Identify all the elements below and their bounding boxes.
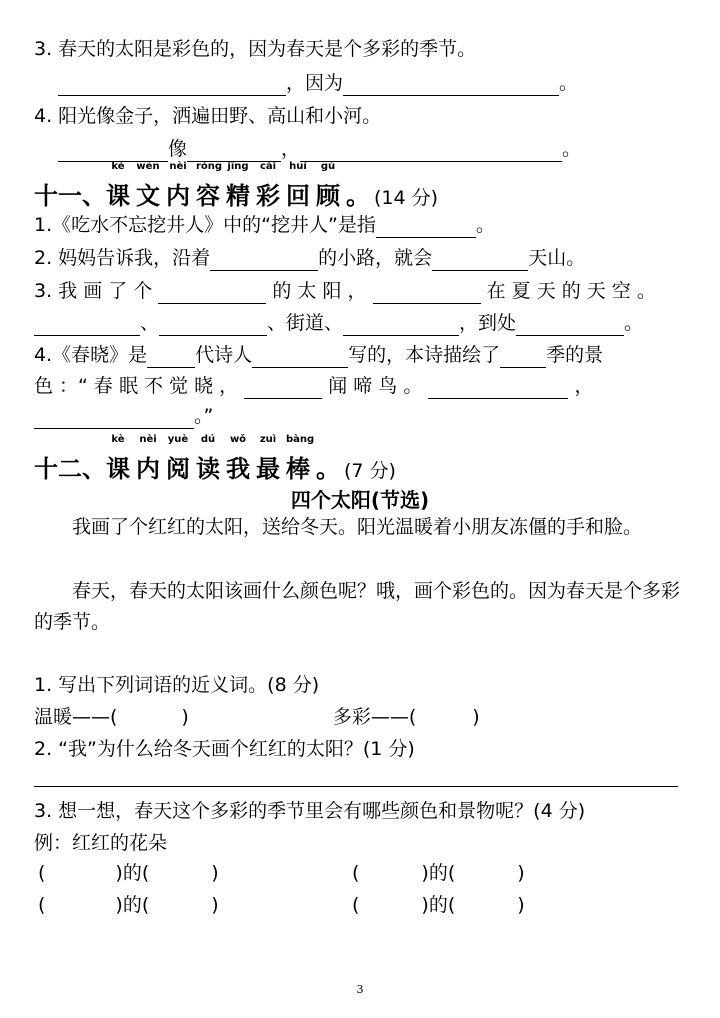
s11-q3-blank-5[interactable] xyxy=(343,315,459,336)
s11-q2-c: 天山。 xyxy=(528,247,586,269)
section-12-number: 十二、 xyxy=(34,455,106,483)
s11-q3-blank-6[interactable] xyxy=(516,315,624,336)
ruby-char: yuè 阅 xyxy=(166,434,190,483)
passage-paragraph-1: 我画了个红红的太阳，送给冬天。阳光温暖着小朋友冻僵的手和脸。 xyxy=(72,516,643,538)
s11-q4-blank-1[interactable] xyxy=(147,347,195,368)
s11-q4-blank-3[interactable] xyxy=(500,347,546,368)
synonym-close-2: ) xyxy=(472,706,480,728)
q3-sun-mid: ，因为 xyxy=(286,72,344,94)
s11-q4-line-3 xyxy=(34,403,213,429)
section-11-number: 十一、 xyxy=(34,182,106,210)
s11-q3-line-2 xyxy=(34,310,643,336)
pair-row-2: ( )的( ) xyxy=(38,894,219,916)
q4-sun-text: 4. 阳光像金子，洒遍田野、高山和小河。 xyxy=(34,105,382,127)
ruby-char: nèi 内 xyxy=(136,434,160,483)
s11-q3-blank-1[interactable] xyxy=(158,283,266,304)
ruby-char: kè 课 xyxy=(106,434,130,483)
ruby-char: gù 顾 xyxy=(316,161,340,210)
s11-q2-blank-1[interactable] xyxy=(210,250,318,271)
reading-q3-text: 3. 想一想，春天这个多彩的季节里会有哪些颜色和景物呢？(4 分) xyxy=(34,800,586,822)
s11-q2-a: 2. 妈妈告诉我，沿着 xyxy=(34,247,211,269)
s11-q3-blank-3[interactable] xyxy=(34,315,140,336)
passage-title: 四个太阳(节选) xyxy=(290,488,430,512)
s11-q4-line-2 xyxy=(34,373,593,399)
s11-q1-end: 。 xyxy=(475,214,495,236)
s11-q4-d: 季的景 xyxy=(546,344,604,366)
reading-q3-example xyxy=(34,830,167,856)
s11-q2-line xyxy=(34,245,585,271)
synonym-word-2: 多彩——( xyxy=(332,706,417,728)
s11-q3-blank-2[interactable] xyxy=(373,283,481,304)
q4-sun-end: 。 xyxy=(562,138,582,160)
s11-q3-c: 在 夏 天 的 天 空 。 xyxy=(486,280,656,302)
reading-q2-text: 2. “我”为什么给冬天画个红红的太阳？(1 分) xyxy=(34,738,415,760)
reading-q2 xyxy=(34,736,415,762)
reading-q3-example-text: 例：红红的花朵 xyxy=(34,832,168,854)
s11-q2-b: 的小路，就会 xyxy=(318,247,433,269)
s11-q3-f: ，到处 xyxy=(459,312,517,334)
q4-sun-answer-line xyxy=(58,136,581,162)
ruby-char: nèi 内 xyxy=(166,161,190,210)
s11-q1-blank[interactable] xyxy=(376,217,476,238)
q4-sun-comma: ， xyxy=(281,138,301,160)
ruby-char: jīng 精 xyxy=(226,161,250,210)
s11-q4-blank-2[interactable] xyxy=(252,347,348,368)
q4-sun-blank-1[interactable] xyxy=(58,141,168,162)
section-11-heading xyxy=(34,161,439,211)
ruby-char: huí 回 xyxy=(286,161,310,210)
s11-q3-blank-4[interactable] xyxy=(159,315,267,336)
s11-q4-e: 色 ：“ 春 眠 不 觉 晓 ， xyxy=(34,375,239,397)
ruby-char: wǒ 我 xyxy=(226,434,250,483)
section-12-score: (7 分) xyxy=(344,460,396,482)
ruby-char: róng 容 xyxy=(196,161,223,210)
ruby-char: bàng 棒 xyxy=(286,434,315,483)
section-12-period: 。 xyxy=(316,455,340,483)
s11-q3-e: 、街道、 xyxy=(267,312,344,334)
q3-sun-answer-line xyxy=(58,70,578,96)
q3-sun-blank-1[interactable] xyxy=(58,75,286,96)
s11-q3-b: 的 太 阳 ， xyxy=(272,280,367,302)
pair-row-1: ( )的( ) xyxy=(38,862,219,884)
s11-q3-d: 、 xyxy=(140,312,160,334)
synonym-close-1: ) xyxy=(181,706,189,728)
s11-q4-a: 4.《春晓》是 xyxy=(34,344,148,366)
s11-q4-f: 闻 啼 鸟 。 xyxy=(328,375,423,397)
s11-q2-blank-2[interactable] xyxy=(432,250,528,271)
s11-q4-blank-5[interactable] xyxy=(428,378,568,399)
reading-q1-text: 1. 写出下列词语的近义词。(8 分) xyxy=(34,674,320,696)
s11-q1-text: 1.《吃水不忘挖井人》中的“挖井人”是指 xyxy=(34,214,376,236)
s11-q1-line xyxy=(34,212,495,238)
s11-q4-b: 代诗人 xyxy=(195,344,253,366)
ruby-char: cǎi 彩 xyxy=(256,161,280,210)
pair-row-1-right: ( )的( ) xyxy=(352,862,525,884)
q3-sun-text: 3. 春天的太阳是彩色的，因为春天是个多彩的季节。 xyxy=(34,38,477,60)
s11-q4-c: 写的，本诗描绘了 xyxy=(348,344,501,366)
ruby-char: wén 文 xyxy=(136,161,160,210)
ruby-char: dú 读 xyxy=(196,434,220,483)
passage-paragraph-2: 春天，春天的太阳该画什么颜色呢？哦，画个彩色的。因为春天是个多彩的季节。 xyxy=(34,580,681,633)
reading-q2-answer-line[interactable] xyxy=(34,786,678,787)
section-11-period: 。 xyxy=(346,182,370,210)
s11-q4-line-1 xyxy=(34,342,603,368)
ruby-char: zuì 最 xyxy=(256,434,280,483)
q4-sun-blank-3[interactable] xyxy=(300,141,562,162)
q4-sun-blank-2[interactable] xyxy=(187,141,281,162)
reading-q1 xyxy=(34,672,319,698)
synonym-word-1: 温暖——( xyxy=(34,706,118,728)
pair-row-2-right: ( )的( ) xyxy=(352,894,525,916)
synonym-line xyxy=(34,704,480,730)
section-11-score: (14 分) xyxy=(374,187,439,209)
s11-q3-a: 3. 我 画 了 个 xyxy=(34,280,153,302)
s11-q4-h: 。” xyxy=(194,405,214,427)
q3-sun-end: 。 xyxy=(559,72,579,94)
s11-q3-g: 。 xyxy=(624,312,644,334)
q3-sun-blank-2[interactable] xyxy=(343,75,559,96)
s11-q4-blank-6[interactable] xyxy=(34,408,194,429)
q3-sun-line xyxy=(34,36,476,62)
s11-q4-g: ， xyxy=(574,375,594,397)
q4-sun-line xyxy=(34,103,381,129)
s11-q4-blank-4[interactable] xyxy=(244,378,322,399)
s11-q3-line-1 xyxy=(34,278,656,304)
q4-sun-xiang: 像 xyxy=(168,138,188,160)
ruby-char: kè 课 xyxy=(106,161,130,210)
reading-q3 xyxy=(34,798,585,824)
section-12-heading xyxy=(34,434,396,484)
page-number: 3 xyxy=(356,983,364,996)
